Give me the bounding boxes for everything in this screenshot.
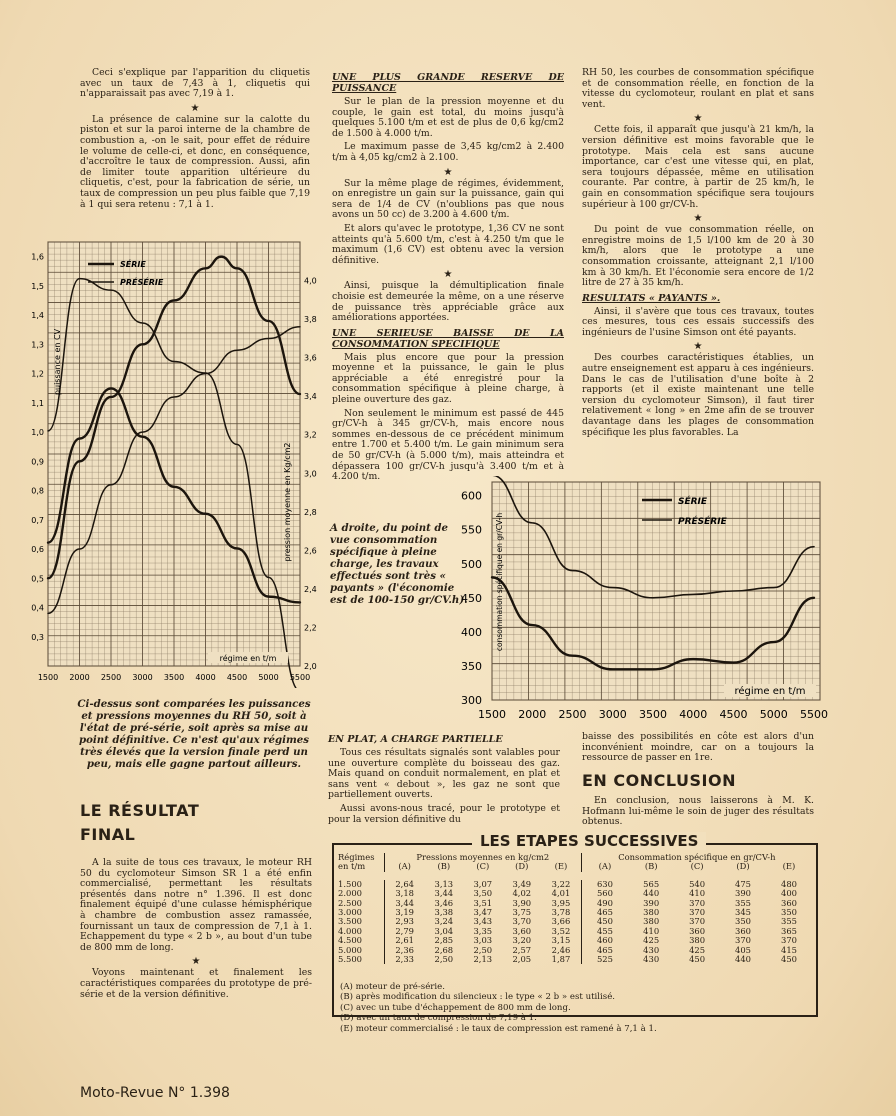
x-tick: 5000 bbox=[759, 708, 788, 721]
y-tick: 400 bbox=[461, 625, 482, 639]
table-cell: 480 bbox=[780, 878, 797, 889]
y-right-tick: 2,8 bbox=[304, 507, 317, 517]
table-cell: 3,19 bbox=[385, 908, 425, 917]
col2-p6: Mais plus encore que pour la pression moyenne et la puissance, le gain le plus appréciable a été enregistré pour la consommation spécifique à pleine charge, à pleine ouverture des gaz. bbox=[332, 351, 564, 406]
table-cell: 4.500 bbox=[338, 935, 362, 946]
x-tick: 4000 bbox=[195, 673, 216, 682]
table-cell: 3,07 bbox=[473, 878, 493, 889]
y-right-tick: 3,4 bbox=[304, 392, 317, 402]
y-left-tick: 0,6 bbox=[31, 545, 44, 555]
col1-p1: Ceci s'explique par l'apparition du cliquetis avec un taux de 7,43 à 1, cliquetis qui n'apparaissait pas avec 7,19 à 1. bbox=[80, 67, 310, 100]
table-cell: 2,79 bbox=[385, 927, 425, 936]
y-right-tick: 2,2 bbox=[304, 623, 317, 633]
table-cell: 2,46 bbox=[551, 944, 571, 955]
table-cell: 355 bbox=[735, 897, 752, 908]
table-cell: 3,46 bbox=[434, 897, 454, 908]
table-cell: 390 bbox=[735, 888, 752, 899]
col2-p5: Ainsi, puisque la démultiplication finale choisie est demeurée la même, on a une réserve de puissance très appréciable grâce aux améliorations apportées. bbox=[332, 280, 564, 324]
table-header-pressions: Pressions moyennes en kg/cm2 bbox=[385, 853, 582, 862]
table-cell: 3,75 bbox=[512, 907, 532, 918]
y-left-tick: 1,1 bbox=[31, 398, 44, 408]
table-cell: 4,01 bbox=[551, 888, 571, 899]
table-cell: 410 bbox=[643, 925, 660, 936]
resultat-title-line2: FINAL bbox=[80, 825, 136, 844]
table-cell: 3,44 bbox=[434, 888, 454, 899]
table-cell: 2.000 bbox=[338, 888, 362, 899]
table-cell: 490 bbox=[581, 899, 628, 908]
table-cell: 3,52 bbox=[551, 925, 571, 936]
table-cell: 5.000 bbox=[338, 944, 362, 955]
star-icon: ★ bbox=[693, 213, 703, 225]
table-cell: 370 bbox=[689, 916, 706, 927]
table-subheader: (A) bbox=[385, 862, 425, 871]
x-tick: 1500 bbox=[37, 673, 59, 682]
col2-p1: Sur le plan de la pression moyenne et du couple, le gain est total, du moins jusqu'à quelques 5.100 t/m et est de plus de 0,6 kg/cm2 de 1.500 à 4.000 t/m. bbox=[332, 96, 564, 139]
table-cell: 4,02 bbox=[512, 888, 532, 899]
table-subheader: (B) bbox=[644, 861, 658, 872]
star-icon: ★ bbox=[190, 102, 200, 114]
table-note: (D) avec un taux de compression de 7,19 à 1. bbox=[340, 1013, 537, 1024]
y-left-tick: 0,5 bbox=[31, 574, 44, 584]
caption-left: Ci-dessus sont comparées les puissances et pressions moyennes du RH 50, soit à l'état de pré-série, soit après sa mise au point définitive. Ce n'est qu'aux régimes très élevés que la version finale perd un peu, mais elle gagne partout ailleurs. bbox=[77, 698, 311, 770]
y-right-label: pression moyenne en Kg/cm2 bbox=[283, 442, 292, 562]
table-cell: 560 bbox=[581, 889, 628, 898]
col3-p3: Du point de vue consommation réelle, on enregistre moins de 1,5 l/100 km de 20 à 30 km/h, alors que le prototype a une consommation croissante, atteignant 2,1 l/100 km à 30 km/h. Et l'économie sera encore de 1/2 litre de 27 à 35 km/h. bbox=[582, 224, 814, 289]
legend-preserie: PRÉSÉRIE bbox=[120, 278, 164, 287]
table-title: LES ETAPES SUCCESSIVES bbox=[472, 832, 706, 850]
en-plat-text bbox=[328, 730, 560, 828]
table-cell: 360 bbox=[735, 925, 752, 936]
table-cell: 3,38 bbox=[434, 907, 454, 918]
x-tick: 5500 bbox=[289, 673, 311, 682]
table-row bbox=[336, 955, 812, 964]
table-subheader: (E) bbox=[554, 861, 568, 872]
conclusion-title: EN CONCLUSION bbox=[582, 771, 736, 790]
x-tick: 5000 bbox=[258, 673, 279, 682]
x-tick: 2000 bbox=[69, 673, 90, 682]
table-cell: 440 bbox=[643, 888, 660, 899]
chart-power-pressure bbox=[28, 236, 318, 688]
y-right-tick: 3,0 bbox=[304, 469, 317, 479]
y-tick: 450 bbox=[461, 591, 482, 605]
table-cell: 3,44 bbox=[385, 899, 425, 908]
table-subheader: (B) bbox=[437, 861, 451, 872]
table-cell: 3,47 bbox=[473, 907, 493, 918]
table-cell: 565 bbox=[643, 878, 660, 889]
table-cell: 3,78 bbox=[551, 907, 571, 918]
table-cell: 2,93 bbox=[385, 917, 425, 926]
y-left-tick: 1,0 bbox=[31, 428, 44, 438]
y-right-tick: 2,6 bbox=[304, 546, 317, 556]
table-cell: 430 bbox=[643, 954, 660, 965]
x-tick: 3000 bbox=[598, 708, 627, 721]
table-cell: 440 bbox=[735, 954, 752, 965]
table-cell: 4.000 bbox=[338, 925, 362, 936]
en-plat-p1: Tous ces résultats signalés sont valables pour une ouverture complète du boisseau des gaz. Mais quand on conduit normalement, en plat et sans vent « debout », les gaz ne sont que partiellement ouverts. bbox=[328, 747, 560, 801]
table-cell: 455 bbox=[581, 927, 628, 936]
table-cell: 370 bbox=[689, 907, 706, 918]
table-header-regime: Régimes en t/m bbox=[338, 852, 375, 872]
table-cell: 2.500 bbox=[338, 897, 362, 908]
col2-heading2: UNE SERIEUSE BAISSE DE LA CONSOMMATION SPECIFIQUE bbox=[332, 327, 564, 350]
table-cell: 370 bbox=[689, 897, 706, 908]
table-cell: 2,68 bbox=[434, 944, 454, 955]
table-cell: 370 bbox=[735, 935, 752, 946]
caption-mid: A droite, du point de vue consommation spécifique à pleine charge, les travaux effectués sont très « payants » (l'économie est de 100-150 gr/CV.h). bbox=[330, 522, 468, 606]
table-cell: 3,04 bbox=[434, 925, 454, 936]
table-cell: 405 bbox=[735, 944, 752, 955]
conclusion-text bbox=[582, 796, 814, 831]
y-left-tick: 1,5 bbox=[31, 281, 44, 291]
y-left-tick: 0,4 bbox=[31, 603, 44, 613]
table-cell: 3,51 bbox=[473, 897, 493, 908]
y-left-tick: 0,8 bbox=[31, 486, 44, 496]
table-note: (E) moteur commercialisé : le taux de compression est ramené à 7,1 à 1. bbox=[340, 1023, 657, 1034]
table-cell: 450 bbox=[581, 917, 628, 926]
col2-p4: Et alors qu'avec le prototype, 1,36 CV ne sont atteints qu'à 5.600 t/m, c'est à 4.250 t/m que le maximum (1,6 CV) est obtenu avec la version définitive. bbox=[332, 222, 564, 266]
table-cell: 3.000 bbox=[338, 907, 362, 918]
table-cell: 345 bbox=[735, 907, 752, 918]
table-cell: 3,15 bbox=[551, 935, 571, 946]
table-cell: 3,35 bbox=[473, 925, 493, 936]
y-left-tick: 0,7 bbox=[31, 515, 44, 525]
table-cell: 2,61 bbox=[385, 936, 425, 945]
table-cell: 425 bbox=[643, 935, 660, 946]
table-header-conso: Consommation spécifique en gr/CV-h bbox=[581, 853, 812, 862]
y-right-tick: 2,0 bbox=[304, 662, 317, 671]
table-cell: 460 bbox=[581, 936, 628, 945]
y-right-tick: 3,6 bbox=[304, 353, 317, 363]
y-tick: 550 bbox=[461, 523, 482, 537]
table-cell: 2,13 bbox=[473, 954, 493, 965]
table-cell: 3,90 bbox=[512, 897, 532, 908]
table-cell: 360 bbox=[780, 897, 797, 908]
col2-heading1: UNE PLUS GRANDE RESERVE DE PUISSANCE bbox=[332, 72, 564, 94]
table-cell: 3,18 bbox=[385, 889, 425, 898]
table-subheader: (C) bbox=[690, 861, 704, 872]
table-cell: 2,57 bbox=[512, 944, 532, 955]
table-cell: 410 bbox=[689, 888, 706, 899]
y-label: consommation spécifique en gr/CV-h bbox=[495, 512, 504, 652]
en-plat-heading: EN PLAT, A CHARGE PARTIELLE bbox=[328, 734, 503, 745]
x-tick: 2500 bbox=[558, 708, 587, 721]
legend-serie: SÉRIE bbox=[120, 260, 146, 269]
table-subheader: (A) bbox=[581, 862, 628, 871]
table-note: (A) moteur de pré-série. bbox=[340, 982, 445, 992]
col3-text bbox=[582, 68, 814, 441]
y-left-label: puissance en CV bbox=[53, 328, 62, 396]
table-cell: 2,64 bbox=[385, 880, 425, 889]
conclusion-p1: En conclusion, nous laisserons à M. K. Hofmann lui-même le soin de juger des résultats obtenus. bbox=[582, 795, 814, 828]
x-label: régime en t/m bbox=[219, 654, 277, 663]
star-icon: ★ bbox=[693, 113, 703, 125]
star-icon: ★ bbox=[191, 956, 201, 968]
col2-p7: Non seulement le minimum est passé de 445 gr/CV-h à 345 gr/CV-h, mais encore nous sommes en-dessous de ce précédent minimum entre 1.700 et 5.400 t/m. Le gain minimum sera de 50 gr/CV-h (à 5.000 t/m), mais atteindra et dépassera 100 gr/CV-h jusqu'à 3.400 t/m et à 4.200 t/m. bbox=[332, 407, 564, 483]
x-label: régime en t/m bbox=[734, 686, 806, 697]
table-note: (B) après modification du silencieux : le type « 2 b » est utilisé. bbox=[340, 992, 616, 1003]
y-right-tick: 2,4 bbox=[304, 584, 317, 594]
y-left-tick: 1,6 bbox=[31, 252, 44, 262]
star-icon: ★ bbox=[693, 341, 703, 353]
table-subheader: (C) bbox=[476, 861, 490, 872]
table-cell: 450 bbox=[780, 954, 797, 965]
table-cell: 450 bbox=[689, 954, 706, 965]
resultat-p2: Voyons maintenant et finalement les caractéristiques comparées du prototype de pré-série et de la version définitive. bbox=[80, 967, 312, 1000]
col1-p2: La présence de calamine sur la calotte du piston et sur la paroi interne de la chambre de combustion a, -on le sait, pour effet de réduire le volume de celle-ci, et donc, en conséquence, d'accroître le taux de compression. Aussi, afin de limiter toute apparition ultérieure du cliquetis, c'est, pour la fabrication de série, un taux de compression un peu plus faible que 7,19 à 1 qui sera retenu : 7,1 à 1. bbox=[80, 113, 310, 210]
y-right-tick: 3,8 bbox=[304, 315, 317, 325]
table-cell: 465 bbox=[581, 946, 628, 955]
table-cell: 3,66 bbox=[551, 916, 571, 927]
col2-text bbox=[332, 68, 564, 486]
table-cell: 2,33 bbox=[385, 955, 425, 964]
y-tick: 600 bbox=[461, 489, 482, 503]
table-cell: 630 bbox=[581, 880, 628, 889]
y-left-tick: 1,3 bbox=[31, 340, 44, 350]
col3-p4: Ainsi, il s'avère que tous ces travaux, toutes ces mesures, tous ces essais successifs des ingénieurs de l'usine Simson ont été payants. bbox=[582, 305, 814, 338]
x-tick: 3500 bbox=[163, 673, 185, 682]
col1-text bbox=[80, 68, 310, 213]
table-cell: 1.500 bbox=[338, 878, 362, 889]
table-cell: 380 bbox=[643, 916, 660, 927]
table-cell: 370 bbox=[780, 935, 797, 946]
en-plat-cont bbox=[582, 732, 814, 767]
table-subheader: (D) bbox=[515, 861, 529, 872]
table-subheader: (E) bbox=[782, 861, 796, 872]
table-cell: 400 bbox=[780, 888, 797, 899]
table-cell: 350 bbox=[780, 907, 797, 918]
resultat-text bbox=[80, 858, 312, 1003]
table-cell: 3,20 bbox=[512, 935, 532, 946]
table-cell: 3,22 bbox=[551, 878, 571, 889]
table-cell: 475 bbox=[735, 878, 752, 889]
table-cell: 415 bbox=[780, 944, 797, 955]
x-tick: 5500 bbox=[800, 708, 828, 721]
col3-p2: Cette fois, il apparaît que jusqu'à 21 km/h, la version définitive est moins favorable que le prototype. Mais cela est sans aucune importance, car c'est une vitesse qui, en plat, sera toujours dépassée, même en utilisation courante. Par contre, à partir de 25 km/h, le gain en consommation spécifique sera toujours supérieur à 100 gr/CV-h. bbox=[582, 124, 814, 210]
table-cell: 430 bbox=[643, 944, 660, 955]
en-plat2-p: baisse des possibilités en côte est alors d'un inconvénient moindre, car on a toujours la ressource de passer en 1re. bbox=[582, 731, 814, 764]
y-left-tick: 1,2 bbox=[31, 369, 44, 379]
legend-serie: SÉRIE bbox=[678, 497, 708, 507]
table-cell: 350 bbox=[735, 916, 752, 927]
y-left-tick: 1,4 bbox=[31, 311, 44, 321]
x-tick: 4500 bbox=[226, 673, 248, 682]
table-cell: 465 bbox=[581, 908, 628, 917]
y-right-tick: 3,2 bbox=[304, 430, 317, 440]
table-cell: 3,50 bbox=[473, 888, 493, 899]
en-plat-p2: Aussi avons-nous tracé, pour le prototype et pour la version définitive du bbox=[328, 802, 560, 825]
table-cell: 390 bbox=[643, 897, 660, 908]
y-left-tick: 0,9 bbox=[31, 457, 44, 467]
chart-consumption bbox=[452, 476, 832, 726]
col3-heading: RESULTATS « PAYANTS ». bbox=[582, 292, 721, 304]
star-icon: ★ bbox=[443, 269, 453, 281]
table-cell: 3,13 bbox=[434, 878, 454, 889]
x-tick: 2500 bbox=[100, 673, 122, 682]
x-tick: 1500 bbox=[478, 708, 506, 721]
table-cell: 2,05 bbox=[512, 954, 532, 965]
col2-p2: Le maximum passe de 3,45 kg/cm2 à 2.400 t/m à 4,05 kg/cm2 à 2.100. bbox=[332, 141, 564, 163]
y-tick: 300 bbox=[461, 694, 482, 707]
table-cell: 425 bbox=[689, 944, 706, 955]
table-cell: 2,50 bbox=[473, 944, 493, 955]
x-tick: 4500 bbox=[719, 708, 748, 721]
table-cell: 380 bbox=[643, 907, 660, 918]
x-tick: 3000 bbox=[132, 673, 153, 682]
col3-p1: RH 50, les courbes de consommation spécifique et de consommation réelle, en fonction de la vitesse du cyclomoteur, roulant en plat et sans vent. bbox=[582, 67, 814, 110]
legend-preserie: PRÉSÉRIE bbox=[678, 517, 727, 527]
table-cell: 2,36 bbox=[385, 946, 425, 955]
table-cell: 365 bbox=[780, 925, 797, 936]
table-cell: 355 bbox=[780, 916, 797, 927]
table-cell: 5.500 bbox=[338, 954, 362, 965]
table-notes bbox=[340, 982, 810, 1034]
y-tick: 500 bbox=[461, 557, 482, 571]
footer-magazine: Moto-Revue N° 1.398 bbox=[80, 1085, 230, 1101]
table-cell: 3.500 bbox=[338, 916, 362, 927]
table-cell: 3,70 bbox=[512, 916, 532, 927]
table-cell: 3,24 bbox=[434, 916, 454, 927]
table-cell: 360 bbox=[689, 925, 706, 936]
resultat-title-line1: LE RÉSULTAT bbox=[80, 801, 200, 820]
col3-p5: Des courbes caractéristiques établies, un autre enseignement est apparu à ces ingénieurs. Dans le cas de l'utilisation d'une boîte à 2 rapports (et il existe maintenant une telle version du cyclomoteur Simson), il faut tirer relativement « long » en 2me afin de se trouver davantage dans les plages de consommation spécifique les plus favorables. La bbox=[582, 352, 814, 438]
table-cell: 525 bbox=[581, 955, 628, 964]
table-cell: 2,85 bbox=[434, 935, 454, 946]
y-left-tick: 0,3 bbox=[31, 632, 44, 642]
table-cell: 3,49 bbox=[512, 878, 532, 889]
y-right-tick: 4,0 bbox=[304, 276, 317, 286]
table-cell: 2,50 bbox=[434, 954, 454, 965]
table-cell: 3,43 bbox=[473, 916, 493, 927]
y-tick: 350 bbox=[461, 659, 482, 673]
x-tick: 4000 bbox=[679, 708, 708, 721]
star-icon: ★ bbox=[443, 166, 453, 178]
col2-p3: Sur la même plage de régimes, évidemment, on enregistre un gain sur la puissance, gain qui sera de 1/4 de CV (n'oublions pas que nous avons un 50 cc) de 3.200 à 4.600 t/m. bbox=[332, 177, 564, 221]
table-cell: 1,87 bbox=[551, 954, 571, 965]
table-cell: 3,60 bbox=[512, 925, 532, 936]
table-cell: 380 bbox=[689, 935, 706, 946]
table-note: (C) avec un tube d'échappement de 800 mm de long. bbox=[340, 1002, 571, 1013]
table-cell: 3,03 bbox=[473, 935, 493, 946]
table-etapes bbox=[336, 853, 812, 964]
table-cell: 540 bbox=[689, 878, 706, 889]
resultat-p1: A la suite de tous ces travaux, le moteur RH 50 du cyclomoteur Simson SR 1 a été enfin commercialisé, permettant les résultats présentés dans notre n° 1.396. Il est donc finalement équipé d'une culasse hémisphérique à chambre de combustion assez ramassée, fournissant un taux de compression de 7,1 à 1. Echappement du type « 2 b », au bout d'un tube de 800 mm de long. bbox=[80, 857, 312, 953]
table-subheader: (D) bbox=[736, 861, 750, 872]
x-tick: 3500 bbox=[639, 708, 667, 721]
x-tick: 2000 bbox=[518, 708, 547, 721]
table-cell: 3,95 bbox=[551, 897, 571, 908]
